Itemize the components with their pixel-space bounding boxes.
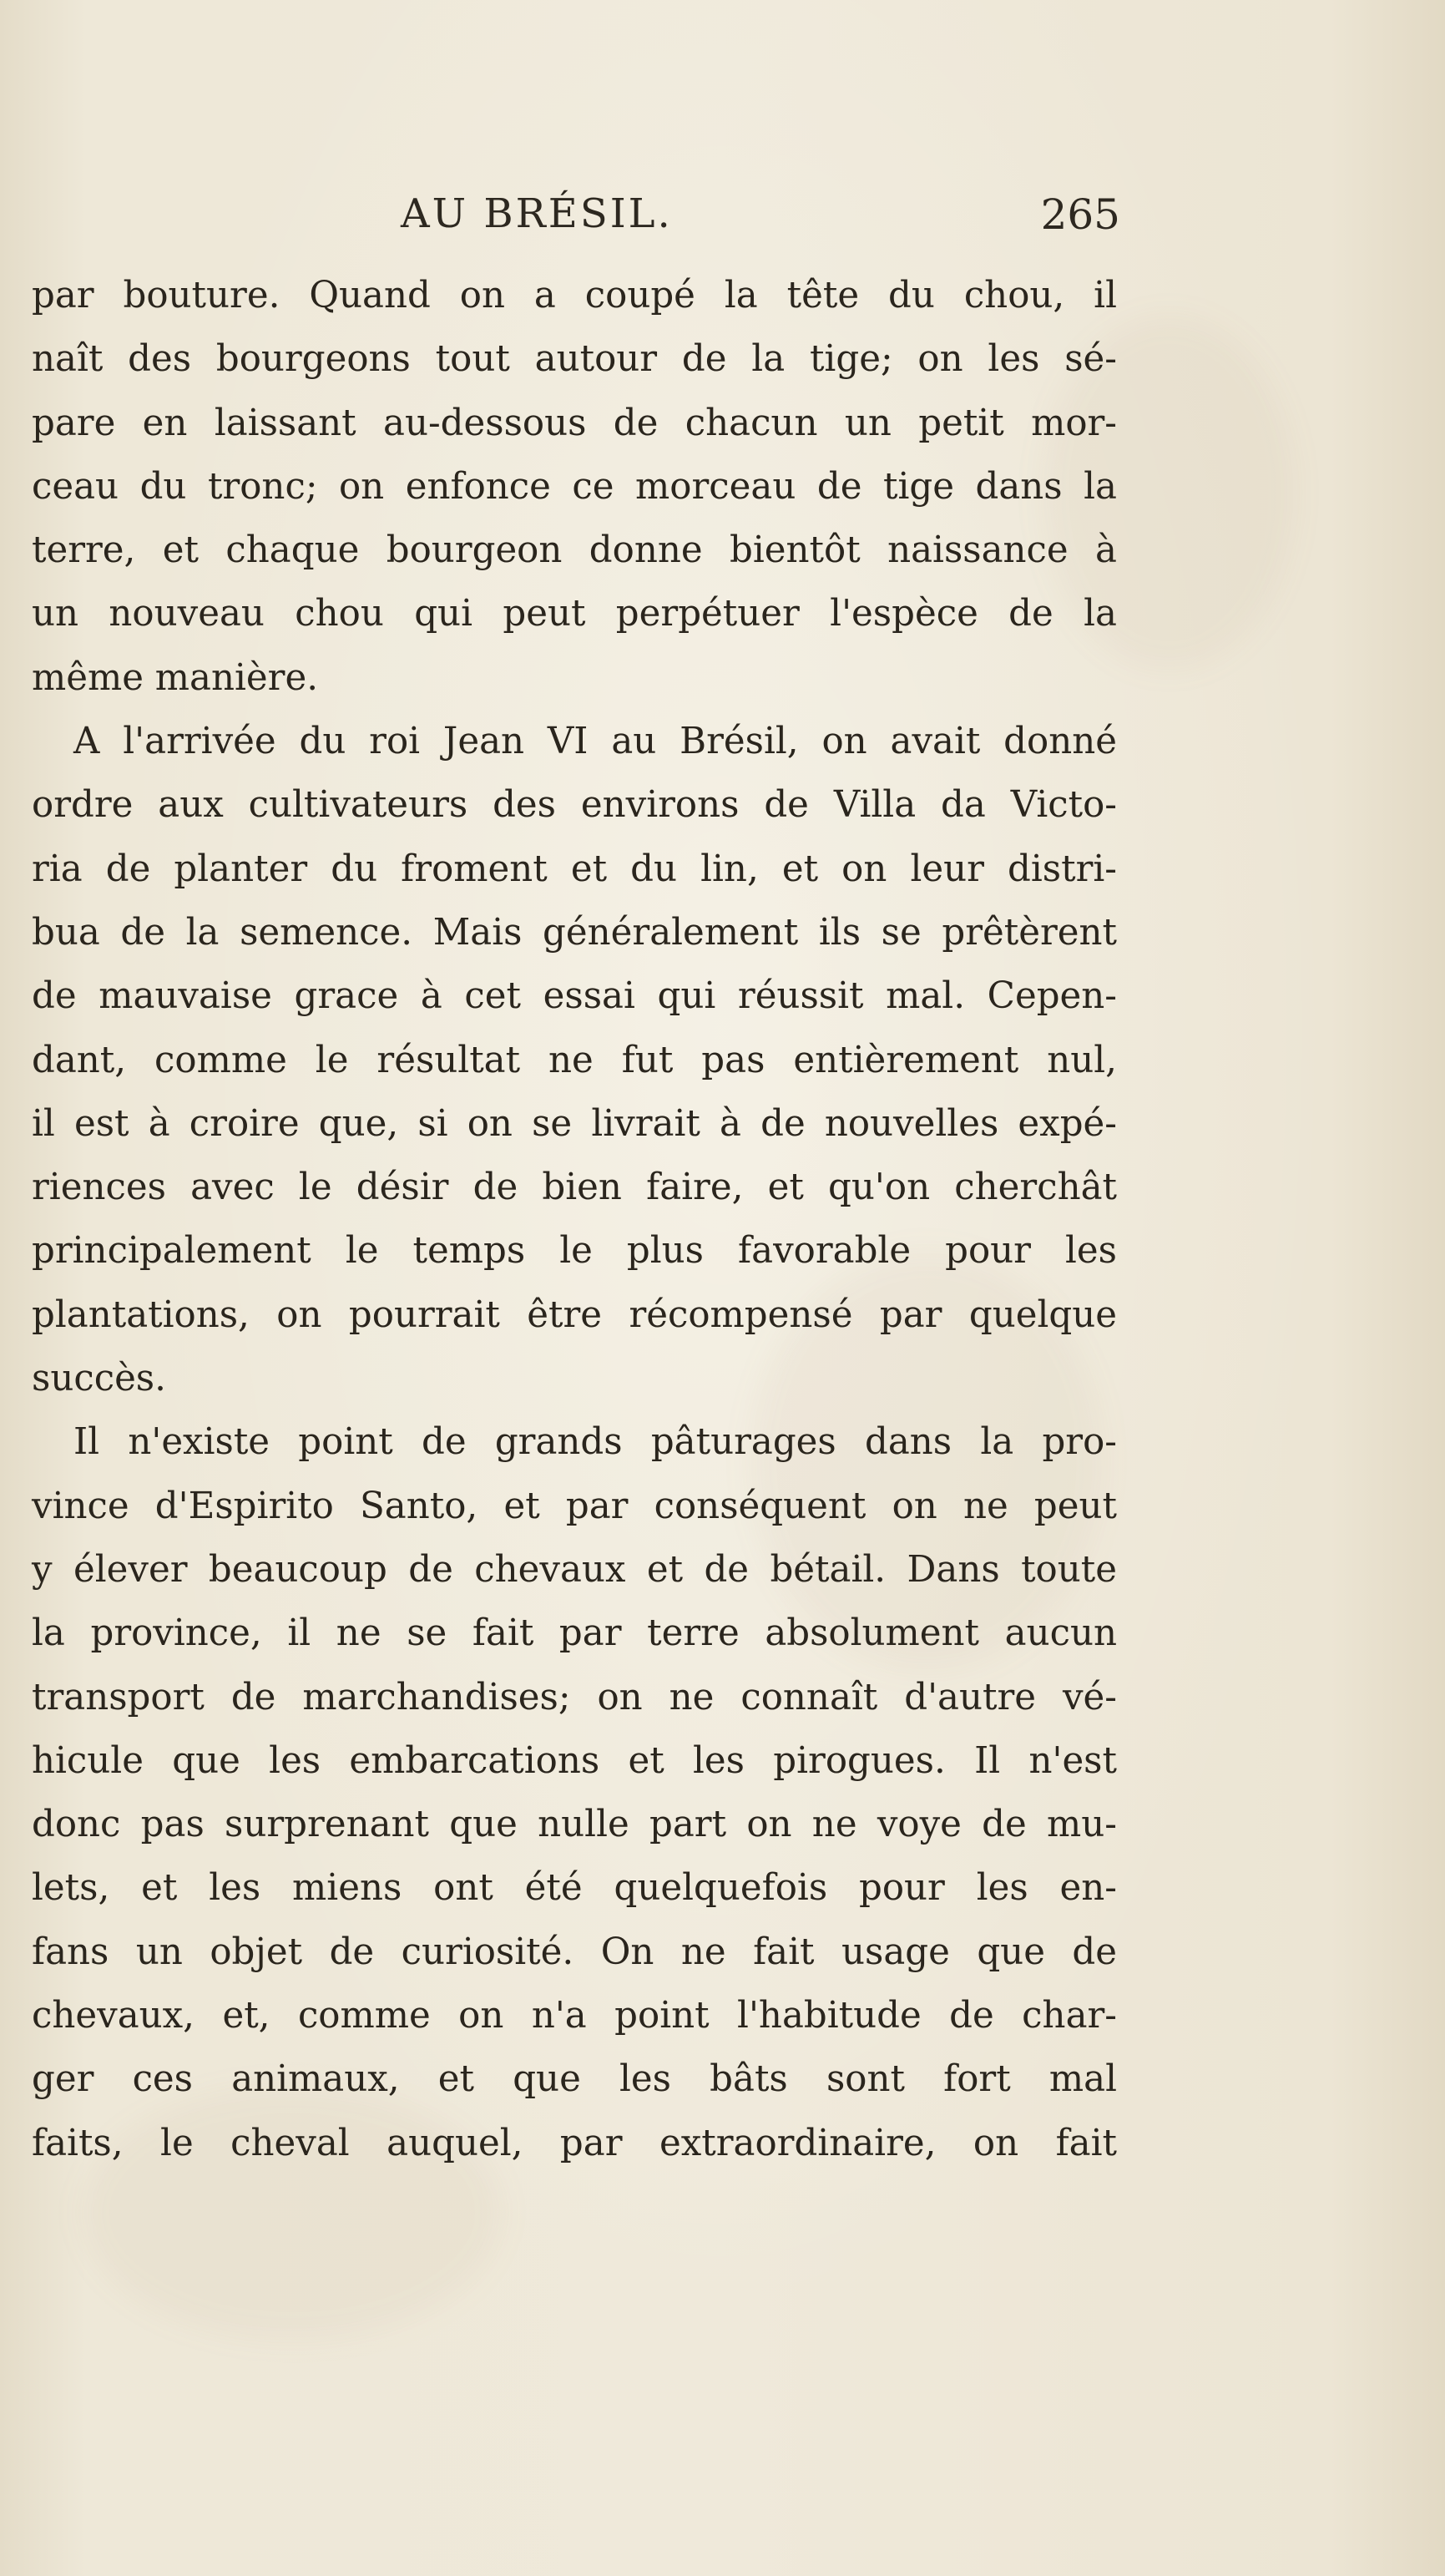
text-line: un nouveau chou qui peut perpétuer l'espèce de la — [32, 593, 1117, 635]
text-line: succès. — [32, 1358, 166, 1400]
text-line: il est à croire que, si on se livrait à de nouvelles expé- — [32, 1102, 1117, 1145]
text-line: transport de marchandises; on ne connaît d'autre vé- — [32, 1676, 1117, 1718]
text-line: pare en laissant au-dessous de chacun un petit mor- — [32, 402, 1117, 444]
text-line: ria de planter du froment et du lin, et on leur distri- — [32, 848, 1117, 890]
text-line: A l'arrivée du roi Jean VI au Brésil, on avait donné — [73, 721, 1117, 763]
text-line: de mauvaise grace à cet essai qui réussit mal. Cepen- — [32, 975, 1117, 1018]
text-line: naît des bourgeons tout autour de la tige; on les sé- — [32, 338, 1117, 381]
text-line: ceau du tronc; on enfonce ce morceau de tige dans la — [32, 465, 1117, 508]
text-line: chevaux, et, comme on n'a point l'habitude de char- — [32, 1995, 1117, 2037]
text-line: fans un objet de curiosité. On ne fait usage que de — [32, 1931, 1117, 1973]
text-line: principalement le temps le plus favorable pour les — [32, 1230, 1117, 1273]
running-title: AU BRÉSIL. — [401, 190, 673, 237]
text-line: plantations, on pourrait être récompensé par quelque — [32, 1293, 1117, 1336]
text-line: hicule que les embarcations et les pirogues. Il n'est — [32, 1739, 1117, 1782]
text-line: lets, et les miens ont été quelquefois pour les en- — [32, 1867, 1117, 1910]
paragraph-2 — [32, 710, 1117, 1410]
paragraph-3 — [32, 1410, 1117, 2175]
text-line: bua de la semence. Mais généralement ils se prêtèrent — [32, 911, 1117, 954]
paragraph-1 — [32, 264, 1117, 710]
text-line: riences avec le désir de bien faire, et qu'on cherchât — [32, 1167, 1117, 1209]
text-line: donc pas surprenant que nulle part on ne voye de mu- — [32, 1804, 1117, 1846]
text-line: vince d'Espirito Santo, et par conséquent on ne peut — [32, 1485, 1117, 1527]
text-line: dant, comme le résultat ne fut pas entièrement nul, — [32, 1039, 1117, 1081]
body-text — [32, 264, 1117, 2175]
text-line: ordre aux cultivateurs des environs de Villa da Victo- — [32, 784, 1117, 827]
text-line: la province, il ne se fait par terre absolument aucun — [32, 1612, 1117, 1655]
page-number: 265 — [1040, 190, 1120, 239]
page-header — [401, 190, 1120, 249]
text-line: y élever beaucoup de chevaux et de bétail. Dans toute — [32, 1548, 1117, 1591]
text-line: même manière. — [32, 656, 319, 699]
text-line: faits, le cheval auquel, par extraordinaire, on fait — [32, 2122, 1117, 2164]
text-line: terre, et chaque bourgeon donne bientôt naissance à — [32, 529, 1117, 572]
text-line: Il n'existe point de grands pâturages dans la pro- — [73, 1421, 1117, 1464]
text-line: par bouture. Quand on a coupé la tête du chou, il — [32, 275, 1117, 316]
text-line: ger ces animaux, et que les bâts sont fort mal — [32, 2058, 1117, 2101]
